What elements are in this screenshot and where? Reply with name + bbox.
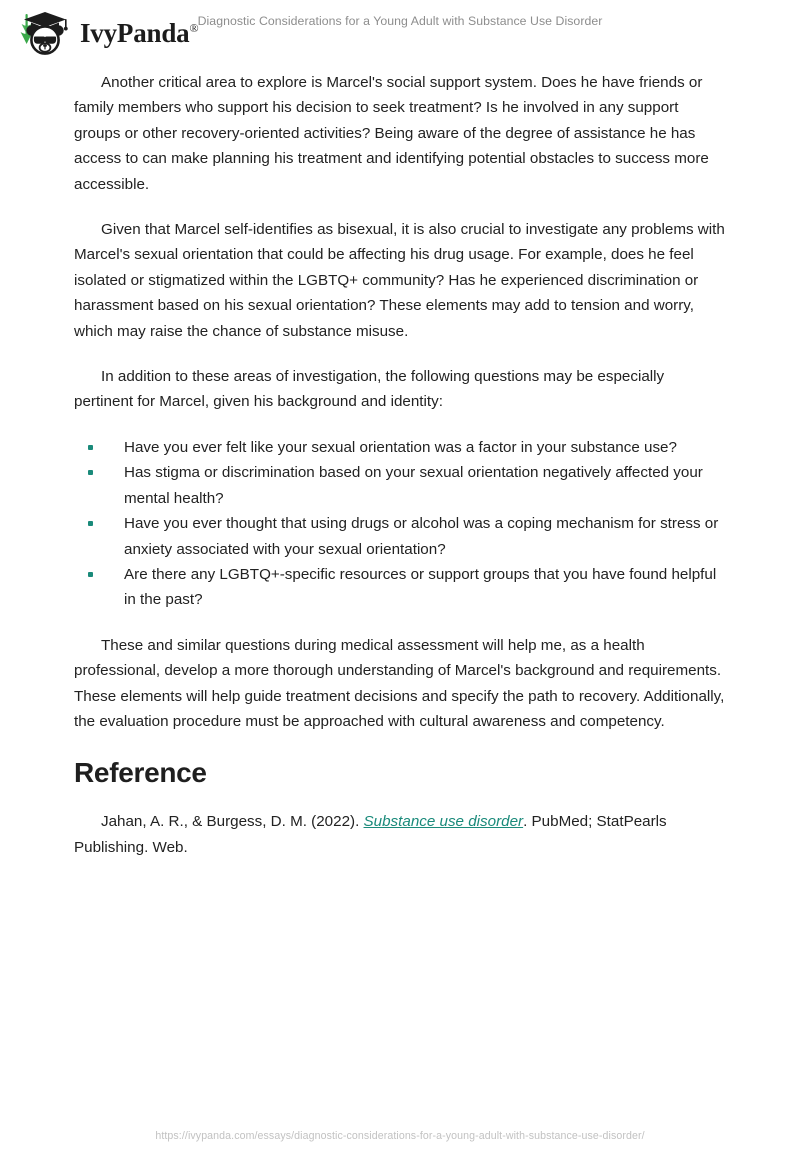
document-body (74, 70, 726, 860)
reference-authors: Jahan, A. R., & Burgess, D. M. (2022). (101, 813, 364, 831)
footer-source-url[interactable]: https://ivypanda.com/essays/diagnostic-considerations-for-a-young-adult-with-substance-use-disorder/ (155, 1130, 645, 1142)
paragraph-3: In addition to these areas of investigation, the following questions may be especially pertinent for Marcel, given his background and identity: (74, 368, 665, 411)
document-title: Diagnostic Considerations for a Young Adult with Substance Use Disorder (197, 14, 603, 28)
reference-source-link[interactable]: Substance use disorder (363, 813, 524, 831)
bullet-icon (88, 521, 93, 526)
paragraph-1: Another critical area to explore is Marcel's social support system. Does he have friends or family members who support his decision to seek treatment? Is he involved in any support groups or other recovery-oriented activities? Being aware of the degree of assistance he has access to can make planning his treatment and identifying potential obstacles to success more accessible. (74, 74, 709, 193)
registered-mark-icon: ® (189, 20, 199, 35)
paragraph-2: Given that Marcel self-identifies as bisexual, it is also crucial to investigate any problems with Marcel's sexual orientation that could be affecting his drug usage. For example, does he feel isolated or stigmatized within the LGBTQ+ community? Has he experienced discrimination or harassment based on his sexual orientation? These elements may add to tension and worry, which may raise the chance of substance misuse. (74, 221, 725, 340)
reference-heading: Reference (74, 757, 207, 789)
list-item-label: Has stigma or discrimination based on your sexual orientation negatively affected your mental health? (124, 464, 703, 507)
page-footer (0, 1126, 800, 1144)
reference-entry (74, 809, 726, 860)
reference-publisher: . PubMed; StatPearls Publishing. Web. (74, 813, 667, 856)
list-item-label: Have you ever felt like your sexual orientation was a factor in your substance use? (124, 438, 677, 456)
page-header (0, 0, 800, 62)
brand-name-text: IvyPanda (80, 17, 190, 48)
bullet-icon (88, 470, 93, 475)
list-item (74, 435, 726, 460)
closing-paragraph: These and similar questions during medical assessment will help me, as a health professional, develop a more thorough understanding of Marcel's background and requirements. These elements will help guide treatment decisions and specify the path to recovery. Additionally, the evaluation procedure must be approached with cultural awareness and competency. (74, 636, 725, 730)
list-item-label: Have you ever thought that using drugs or alcohol was a coping mechanism for stress or anxiety associated with your sexual orientation? (124, 515, 719, 558)
list-item-label: Are there any LGBTQ+-specific resources or support groups that you have found helpful in the past? (124, 565, 717, 609)
bullet-icon (88, 445, 93, 450)
list-item (74, 562, 726, 613)
list-item (74, 511, 726, 562)
bullet-icon (88, 572, 93, 577)
question-list (74, 435, 726, 613)
list-item (74, 460, 726, 511)
